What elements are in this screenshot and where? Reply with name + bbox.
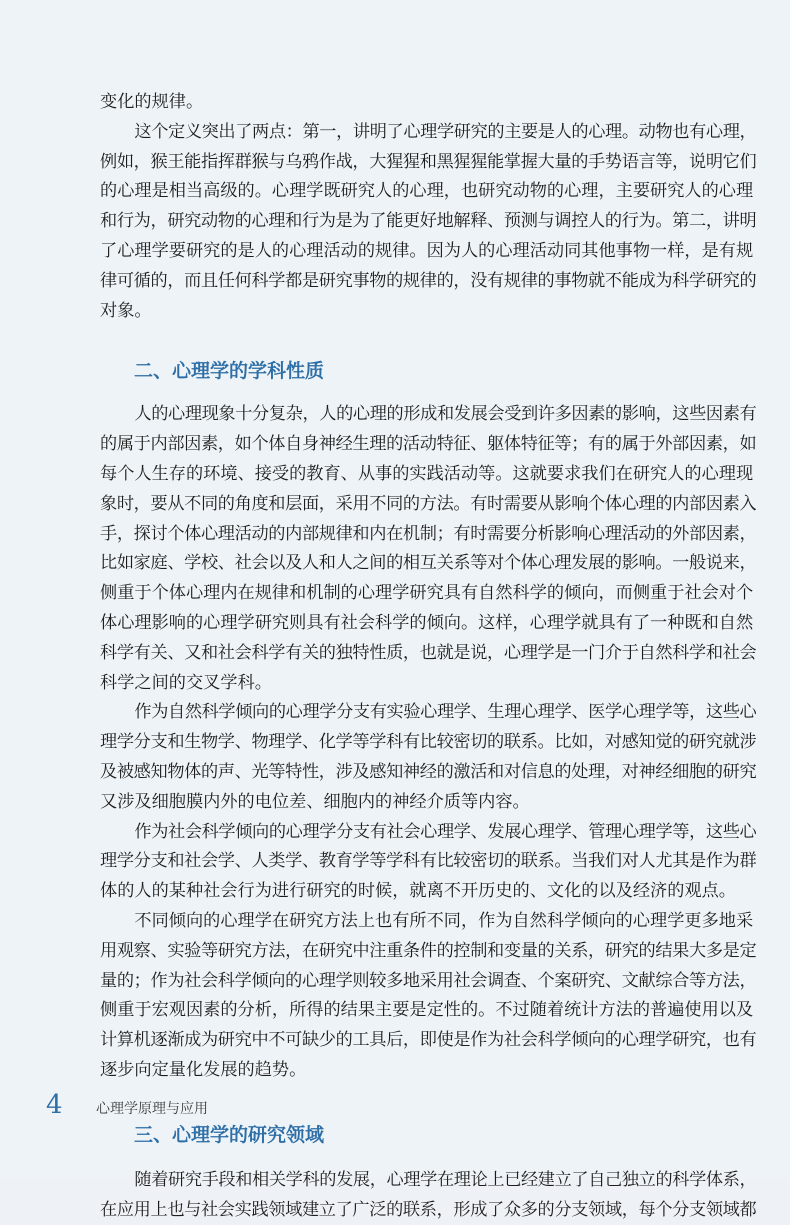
book-title: 心理学原理与应用 [96, 1098, 208, 1118]
page-number: 4 [46, 1090, 96, 1120]
text-line: 逐步向定量化发展的趋势。 [100, 1056, 756, 1086]
text-line: 比如家庭、学校、社会以及人和人之间的相互关系等对个体心理发展的影响。一般说来， [100, 549, 756, 579]
section-heading-nature: 二、心理学的学科性质 [100, 356, 756, 386]
paragraph-social-science [100, 818, 756, 907]
text-line: 手，探讨个体心理活动的内部规律和内在机制；有时需要分析影响心理活动的外部因素， [100, 520, 756, 550]
page-content [100, 88, 756, 1225]
text-line: 理学分支和社会学、人类学、教育学等学科有比较密切的联系。当我们对人尤其是作为群 [100, 847, 756, 877]
text-line: 作为自然科学倾向的心理学分支有实验心理学、生理心理学、医学心理学等，这些心 [100, 698, 756, 728]
text-line: 律可循的，而且任何科学都是研究事物的规律的，没有规律的事物就不能成为科学研究的 [100, 267, 756, 297]
paragraph-natural-science [100, 698, 756, 817]
text-line: 和行为，研究动物的心理和行为是为了能更好地解释、预测与调控人的行为。第二，讲明 [100, 207, 756, 237]
text-line: 的心理是相当高级的。心理学既研究人的心理，也研究动物的心理，主要研究人的心理 [100, 177, 756, 207]
text-line: 体的人的某种社会行为进行研究的时候，就离不开历史的、文化的以及经济的观点。 [100, 877, 756, 907]
text-line: 不同倾向的心理学在研究方法上也有所不同，作为自然科学倾向的心理学更多地采 [100, 907, 756, 937]
paragraph-continuation [100, 88, 756, 118]
text-line: 理学分支和生物学、物理学、化学等学科有比较密切的联系。比如，对感知觉的研究就涉 [100, 728, 756, 758]
text-line: 用观察、实验等研究方法，在研究中注重条件的控制和变量的关系，研究的结果大多是定 [100, 937, 756, 967]
text-line: 每个人生存的环境、接受的教育、从事的实践活动等。这就要求我们在研究人的心理现 [100, 460, 756, 490]
text-line: 象时，要从不同的角度和层面，采用不同的方法。有时需要从影响个体心理的内部因素入 [100, 490, 756, 520]
text-line: 及被感知物体的声、光等特性，涉及感知神经的激活和对信息的处理，对神经细胞的研究 [100, 758, 756, 788]
text-line: 在应用上也与社会实践领域建立了广泛的联系，形成了众多的分支领域，每个分支领域都 [100, 1196, 756, 1225]
text-line: 对象。 [100, 297, 756, 327]
paragraph-complexity [100, 400, 756, 698]
page-footer [46, 1090, 208, 1130]
text-line: 科学有关、又和社会科学有关的独特性质，也就是说，心理学是一门介于自然科学和社会 [100, 639, 756, 669]
text-line: 侧重于宏观因素的分析，所得的结果主要是定性的。不过随着统计方法的普遍使用以及 [100, 996, 756, 1026]
paragraph-methods [100, 907, 756, 1086]
text-line: 的属于内部因素，如个体自身神经生理的活动特征、躯体特征等；有的属于外部因素，如 [100, 430, 756, 460]
text-line: 又涉及细胞膜内外的电位差、细胞内的神经介质等内容。 [100, 788, 756, 818]
text-line: 量的；作为社会科学倾向的心理学则较多地采用社会调查、个案研究、文献综合等方法， [100, 967, 756, 997]
text-line: 人的心理现象十分复杂，人的心理的形成和发展会受到许多因素的影响，这些因素有 [100, 400, 756, 430]
text-line: 随着研究手段和相关学科的发展，心理学在理论上已经建立了自己独立的科学体系， [100, 1166, 756, 1196]
text-line: 侧重于个体心理内在规律和机制的心理学研究具有自然科学的倾向，而侧重于社会对个 [100, 579, 756, 609]
text-line: 体心理影响的心理学研究则具有社会科学的倾向。这样，心理学就具有了一种既和自然 [100, 609, 756, 639]
paragraph-fields-intro [100, 1166, 756, 1225]
text-line: 了心理学要研究的是人的心理活动的规律。因为人的心理活动同其他事物一样，是有规 [100, 237, 756, 267]
text-line: 科学之间的交叉学科。 [100, 669, 756, 699]
paragraph-definition-points [100, 118, 756, 327]
text-line: 这个定义突出了两点：第一，讲明了心理学研究的主要是人的心理。动物也有心理， [100, 118, 756, 148]
text-line: 计算机逐渐成为研究中不可缺少的工具后，即使是作为社会科学倾向的心理学研究，也有 [100, 1026, 756, 1056]
text-line: 例如，猴王能指挥群猴与乌鸦作战，大猩猩和黑猩猩能掌握大量的手势语言等，说明它们 [100, 148, 756, 178]
text-line: 作为社会科学倾向的心理学分支有社会心理学、发展心理学、管理心理学等，这些心 [100, 818, 756, 848]
section-heading-fields: 三、心理学的研究领域 [100, 1120, 756, 1150]
text-line: 变化的规律。 [100, 88, 756, 118]
